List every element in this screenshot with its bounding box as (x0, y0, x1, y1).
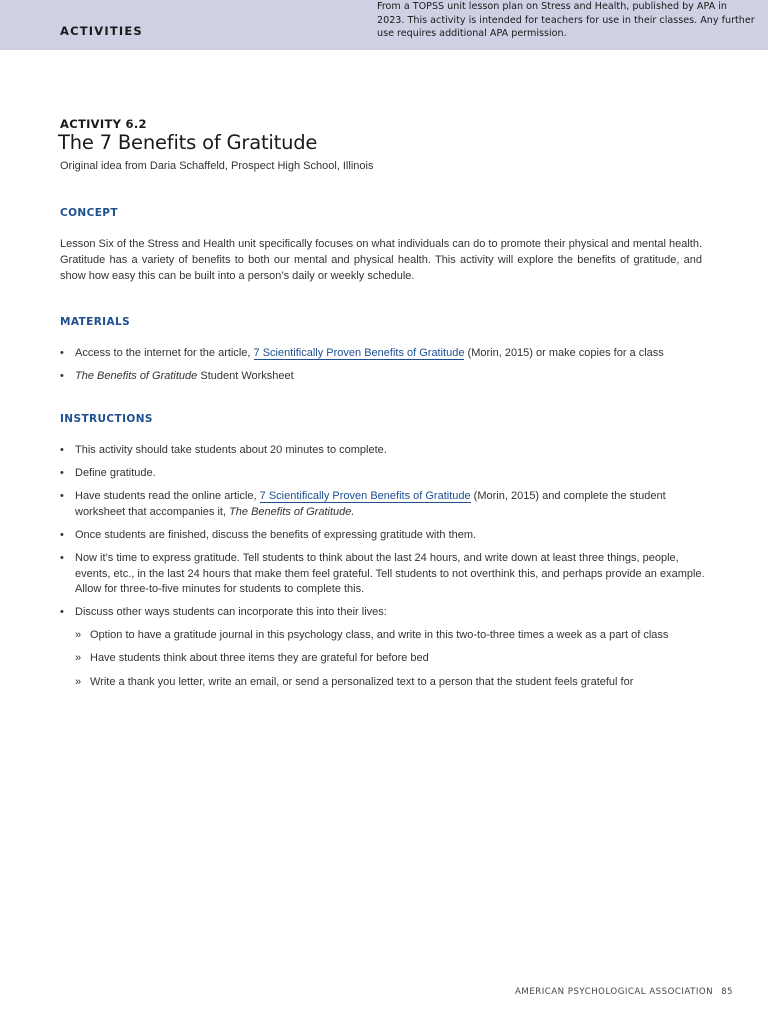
article-link[interactable]: 7 Scientifically Proven Benefits of Gratitude (253, 347, 465, 359)
activity-number: ACTIVITY 6.2 (60, 117, 147, 131)
item-text: Now it’s time to express gratitude. Tell students to think about the last 24 hours, and write down at least three things, people, events, etc., in the last 24 hours that make them feel grateful. Tell students to not overthink this, and perhaps provide an example. Allow for three-to-five minutes for students to complete this. (75, 552, 705, 596)
item-text: Access to the internet for the article, (75, 347, 254, 359)
item-text: Student Worksheet (197, 370, 294, 382)
list-item (60, 443, 705, 459)
item-text: Have students think about three items they are grateful for before bed (90, 652, 429, 664)
list-item (60, 346, 705, 362)
sub-bullet-glyph: » (75, 629, 82, 641)
bullet-glyph: • (60, 370, 64, 382)
worksheet-title: The Benefits of Gratitude (75, 370, 198, 382)
activity-title: The 7 Benefits of Gratitude (58, 131, 318, 154)
sub-bullet-glyph: » (75, 676, 82, 688)
bullet-glyph: • (60, 552, 64, 564)
materials-heading: MATERIALS (60, 316, 131, 328)
list-item (60, 675, 705, 691)
list-item (60, 628, 705, 644)
bullet-glyph: • (60, 347, 64, 359)
list-item (60, 369, 705, 385)
instructions-heading: INSTRUCTIONS (60, 413, 153, 425)
item-text: Write a thank you letter, write an email, or send a personalized text to a person that the student feels grateful for (90, 676, 634, 688)
bullet-glyph: • (60, 490, 64, 502)
list-item (60, 651, 705, 667)
item-text: Have students read the online article, (75, 490, 260, 502)
item-text: (Morin, 2015) or make copies for a class (464, 347, 664, 359)
list-item (60, 605, 705, 621)
concept-body: Lesson Six of the Stress and Health unit specifically focuses on what individuals can do to promote their physical and mental health. Gratitude has a variety of benefits to both our mental and physical health. This activity will explore the benefits of gratitude, and show how easy this can be built into a person’s daily or weekly schedule. (60, 238, 702, 282)
activity-credit: Original idea from Daria Schaffeld, Prospect High School, Illinois (60, 160, 374, 172)
bullet-glyph: • (60, 444, 64, 456)
worksheet-title: The Benefits of Gratitude. (229, 505, 355, 518)
item-text: Discuss other ways students can incorporate this into their lives: (75, 606, 387, 618)
bullet-glyph: • (60, 467, 64, 479)
list-item (60, 551, 705, 598)
article-link[interactable]: 7 Scientifically Proven Benefits of Gratitude (259, 490, 471, 502)
list-item (60, 489, 705, 520)
page-footer (515, 987, 733, 997)
item-text: Once students are finished, discuss the benefits of expressing gratitude with them. (75, 529, 477, 541)
section-label: ACTIVITIES (60, 24, 143, 38)
concept-heading: CONCEPT (60, 207, 118, 219)
publisher-name: AMERICAN PSYCHOLOGICAL ASSOCIATION (515, 987, 714, 997)
list-item (60, 528, 705, 544)
permission-notice: From a TOPSS unit lesson plan on Stress and Health, published by APA in 2023. This activity is intended for teachers for use in their classes. Any further use requires additional APA permission. (377, 1, 755, 39)
page-number: 85 (721, 987, 733, 997)
item-text: (Morin, 2015) and complete the student worksheet that accompanies it, (75, 490, 666, 518)
item-text: This activity should take students about 20 minutes to complete. (75, 444, 387, 456)
header-banner (0, 0, 768, 50)
item-text: Option to have a gratitude journal in this psychology class, and write in this two-to-three times a week as a part of class (90, 629, 669, 641)
bullet-glyph: • (60, 529, 64, 541)
item-text: Define gratitude. (75, 467, 156, 479)
list-item (60, 466, 705, 482)
sub-bullet-glyph: » (75, 652, 82, 664)
bullet-glyph: • (60, 606, 64, 618)
